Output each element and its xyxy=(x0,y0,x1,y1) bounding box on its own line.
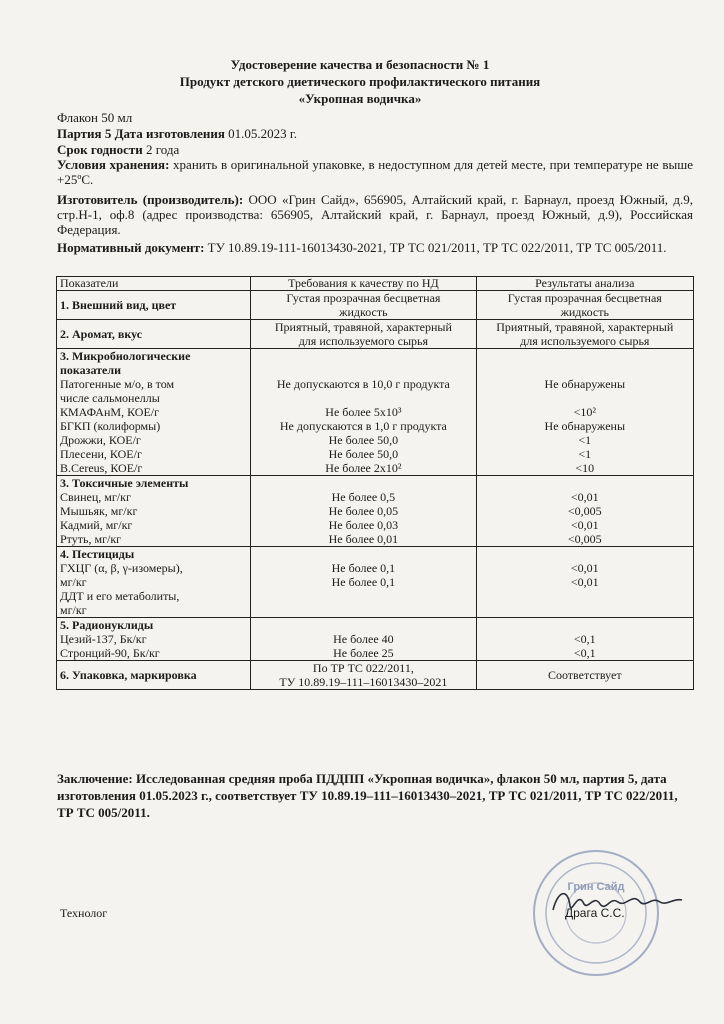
res-line: Густая прозрачная бесцветная xyxy=(507,291,662,305)
row-requirement xyxy=(251,547,476,618)
row-label: 6. Упаковка, маркировка xyxy=(57,661,251,690)
res-line: <0,01 xyxy=(570,490,599,504)
row-result xyxy=(476,618,693,661)
product-name: «Укропная водичка» xyxy=(298,91,422,106)
req-line: для используемого сырья xyxy=(298,334,429,348)
req-line: Не более 0,03 xyxy=(328,518,399,532)
indicator-name: B.Cereus, КОЕ/г xyxy=(60,461,143,475)
manufacturer xyxy=(57,192,693,237)
header-requirements: Требования к качеству по НД xyxy=(251,277,476,291)
document-subtitle: Продукт детского диетического профилактического питания xyxy=(179,74,541,89)
batch-date: 01.05.2023 г. xyxy=(228,126,298,141)
req-line: жидкость xyxy=(339,305,388,319)
row-label: 1. Внешний вид, цвет xyxy=(57,291,251,320)
req-line: Не более 0,05 xyxy=(328,504,399,518)
res-line: Не обнаружены xyxy=(544,419,626,433)
res-line: <0,005 xyxy=(567,532,602,546)
res-line: для используемого сырья xyxy=(520,334,650,348)
storage-text: хранить в оригинальной упаковке, в недоступном для детей месте, при температуре не выше +25ºС. xyxy=(57,157,693,187)
section-title: 4. Пестициды xyxy=(60,547,135,561)
indicator-name: Стронций-90, Бк/кг xyxy=(60,646,160,660)
indicator-name: Дрожжи, КОЕ/г xyxy=(60,433,141,447)
res-line: <10² xyxy=(573,405,596,419)
req-line: Не допускаются в 1,0 г продукта xyxy=(279,419,447,433)
shelf-line xyxy=(57,142,179,158)
table-row xyxy=(57,547,694,618)
req-line: ТУ 10.89.19–111–16013430–2021 xyxy=(279,675,448,689)
indicator-name: Кадмий, мг/кг xyxy=(60,518,133,532)
document-title: Удостоверение качества и безопасности № 1 xyxy=(230,57,490,72)
volume-line: Флакон 50 мл xyxy=(57,110,133,125)
section-title: 3. Микробиологические xyxy=(60,349,191,363)
res-line: <0,01 xyxy=(570,561,599,575)
table-row xyxy=(57,661,694,690)
section-title: 3. Токсичные элементы xyxy=(60,476,189,490)
res-line: <0,005 xyxy=(567,504,602,518)
table-row xyxy=(57,476,694,547)
req-line: Не более 0,01 xyxy=(328,532,399,546)
indicator-name: ДДТ и его метаболиты, xyxy=(60,589,180,603)
req-line: Не более 25 xyxy=(333,646,394,660)
req-line: Не более 0,1 xyxy=(331,561,396,575)
row-result: Соответствует xyxy=(476,661,693,690)
res-line: <0,1 xyxy=(573,646,596,660)
row-result xyxy=(476,547,693,618)
norm-text: ТУ 10.89.19-111-16013430-2021, ТР ТС 021/2011, ТР ТС 022/2011, ТР ТС 005/2011. xyxy=(207,240,667,255)
indicator-name: Цезий-137, Бк/кг xyxy=(60,632,147,646)
req-line: Приятный, травяной, характерный xyxy=(274,320,452,334)
indicator-name: Патогенные м/о, в том xyxy=(60,377,175,391)
conclusion xyxy=(57,770,693,821)
table-row xyxy=(57,320,694,349)
row-label: 2. Аромат, вкус xyxy=(57,320,251,349)
indicator-name: Плесени, КОЕ/г xyxy=(60,447,142,461)
res-line: <1 xyxy=(578,433,592,447)
row-label-pesticides xyxy=(57,547,251,618)
stamp-text: Грин Сайд xyxy=(567,881,625,893)
row-result xyxy=(476,291,693,320)
req-line: Не более 50,0 xyxy=(328,447,399,461)
maker-label: Изготовитель (производитель): xyxy=(57,192,244,207)
storage-label: Условия хранения: xyxy=(57,157,170,172)
conclusion-text-a: Исследованная средняя проба ПДДПП «Укропная водичка», флакон 50 мл, партия 5, дата изготовления xyxy=(57,771,667,803)
indicator-name: мг/кг xyxy=(60,575,87,589)
row-label-toxic xyxy=(57,476,251,547)
res-line: Приятный, травяной, характерный xyxy=(496,320,674,334)
row-requirement xyxy=(251,320,476,349)
row-requirement xyxy=(251,661,476,690)
res-line: <10 xyxy=(575,461,595,475)
row-requirement xyxy=(251,349,476,476)
batch-line xyxy=(57,126,297,142)
req-line: Не более 5х10³ xyxy=(325,405,402,419)
batch-label: Партия 5 Дата изготовления xyxy=(57,126,225,141)
res-line: <1 xyxy=(578,447,592,461)
req-line: Не допускаются в 10,0 г продукта xyxy=(276,377,450,391)
req-line: Не более 0,1 xyxy=(331,575,396,589)
indicator-name: Свинец, мг/кг xyxy=(60,490,131,504)
header-results: Результаты анализа xyxy=(476,277,693,291)
conclusion-text-b: г., соответствует ТУ 10.89.19–111–16013430–2021, ТР ТС 021/2011, ТР ТС 022/2011, ТР ТС 005/2011. xyxy=(57,788,678,820)
shelf-value: 2 года xyxy=(146,142,180,157)
indicator-name: Ртуть, мг/кг xyxy=(60,532,122,546)
row-requirement xyxy=(251,618,476,661)
shelf-label: Срок годности xyxy=(57,142,143,157)
table-row xyxy=(57,349,694,476)
conclusion-label: Заключение: xyxy=(57,771,133,786)
row-result xyxy=(476,476,693,547)
storage-conditions xyxy=(57,157,693,187)
conclusion-date: 01.05.2023 xyxy=(139,788,198,803)
req-line: Не более 40 xyxy=(333,632,394,646)
table-row xyxy=(57,291,694,320)
quality-table xyxy=(56,276,694,690)
signer-name: Драга С.С. xyxy=(565,906,625,920)
req-line: По ТР ТС 022/2011, xyxy=(312,661,414,675)
table-row xyxy=(57,618,694,661)
norm-label: Нормативный документ: xyxy=(57,240,205,255)
maker-text: ООО «Грин Сайд», 656905, Алтайский край, г. Барнаул, проезд Южный, д.9, стр.Н-1, оф.8 (адрес производства: 656905, Алтайский край, г. Барнаул, проезд Южный, д.9), Российская Федерация. xyxy=(57,192,694,237)
res-line: <0,01 xyxy=(570,575,599,589)
res-line: Не обнаружены xyxy=(544,377,626,391)
indicator-name: числе сальмонеллы xyxy=(60,391,160,405)
indicator-name: ГХЦГ (α, β, γ-изомеры), xyxy=(60,561,183,575)
indicator-name: КМАФАнМ, КОЕ/г xyxy=(60,405,160,419)
req-line: Густая прозрачная бесцветная xyxy=(286,291,441,305)
row-requirement xyxy=(251,476,476,547)
normative-document xyxy=(57,240,693,255)
req-line: Не более 2х10² xyxy=(325,461,402,475)
res-line: <0,1 xyxy=(573,632,596,646)
signer-role: Технолог xyxy=(60,906,108,920)
req-line: Не более 0,5 xyxy=(331,490,396,504)
row-requirement xyxy=(251,291,476,320)
req-line: Не более 50,0 xyxy=(328,433,399,447)
indicator-name: мг/кг xyxy=(60,603,87,617)
indicator-name: БГКП (колиформы) xyxy=(60,419,161,433)
table-header-row xyxy=(57,277,694,291)
indicator-name: Мышьяк, мг/кг xyxy=(60,504,138,518)
header-indicators: Показатели xyxy=(57,277,251,291)
row-result xyxy=(476,320,693,349)
section-title: показатели xyxy=(60,363,122,377)
res-line: <0,01 xyxy=(570,518,599,532)
section-title: 5. Радионуклиды xyxy=(60,618,154,632)
res-line: жидкость xyxy=(560,305,609,319)
row-label-micro xyxy=(57,349,251,476)
row-result xyxy=(476,349,693,476)
row-label-radionuclides xyxy=(57,618,251,661)
